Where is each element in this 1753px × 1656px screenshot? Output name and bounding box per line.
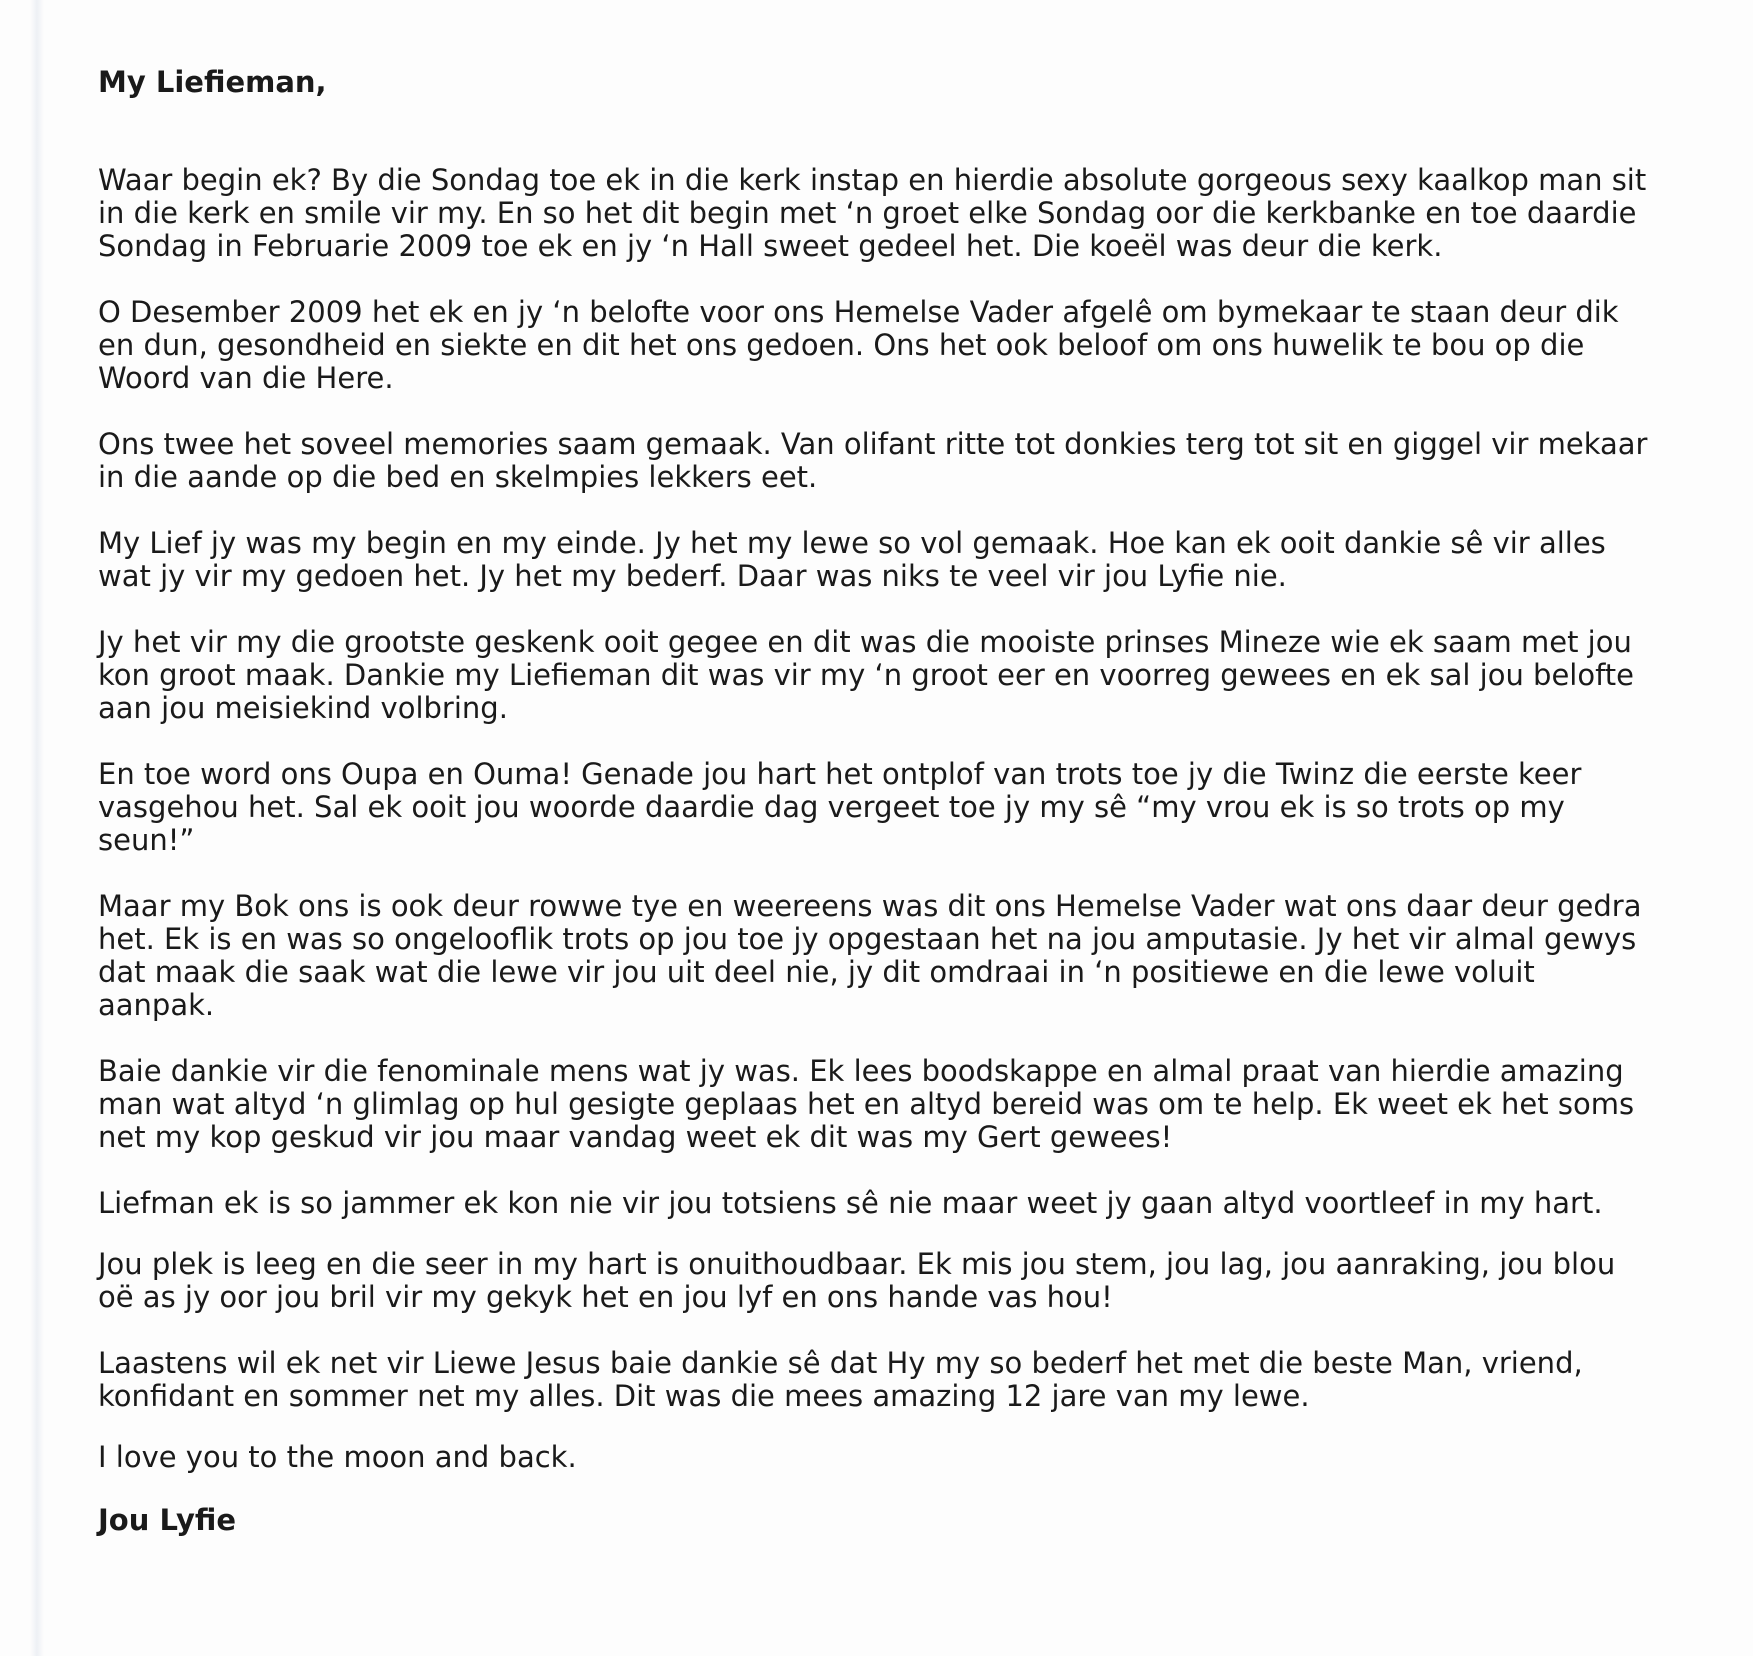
paragraph-wedding-vow: O Desember 2009 het ek en jy ‘n belofte voor ons Hemelse Vader afgelê om bymekaar te staan deur dik en dun, gesondheid en siekte en dit het ons gedoen. Ons het ook beloof om ons huwelik te bou op die Woord van die Here. <box>98 295 1619 395</box>
paragraph-thanks: Baie dankie vir die fenominale mens wat jy was. Ek lees boodskappe en almal praat van hierdie amazing man wat altyd ‘n glimlag op hul gesigte geplaas het en altyd bereid was om te help. Ek weet ek het soms net my kop geskud vir jou maar vandag weet ek dit was my Gert gewees! <box>98 1054 1635 1154</box>
paragraph-beginning-and-end: My Lief jy was my begin en my einde. Jy het my lewe so vol gemaak. Hoe kan ek ooit dankie sê vir alles wat jy vir my gedoen het. Jy het my bederf. Daar was niks te veel vir jou Lyfie nie. <box>98 526 1606 593</box>
paragraph-first-meeting: Waar begin ek? By die Sondag toe ek in die kerk instap en hierdie absolute gorgeous sexy kaalkop man sit in die kerk en smile vir my. En so het dit begin met ‘n groet elke Sondag oor die kerkbanke en toe daardie Sondag in Februarie 2009 toe ek en jy ‘n Hall sweet gedeel het. Die koeël was deur die kerk. <box>98 163 1647 263</box>
paragraph-daughter: Jy het vir my die grootste geskenk ooit gegee en dit was die mooiste prinses Mineze wie ek saam met jou kon groot maak. Dankie my Liefieman dit was vir my ‘n groot eer en voorreg gewees en ek sal jou belofte aan jou meisiekind volbring. <box>98 625 1635 725</box>
paragraph-grandparents: En toe word ons Oupa en Ouma! Genade jou hart het ontplof van trots toe jy die Twinz die eerste keer vasgehou het. Sal ek ooit jou woorde daardie dag vergeet toe jy my sê “my vrou ek is so trots op my seun!” <box>98 757 1582 857</box>
paragraph-hard-times: Maar my Bok ons is ook deur rowwe tye en weereens was dit ons Hemelse Vader wat ons daar deur gedra het. Ek is en was so ongelooflik trots op jou toe jy opgestaan het na jou amputasie. Jy het vir almal gewys dat maak die saak wat die lewe vir jou uit deel nie, jy dit omdraai in ‘n positiewe en die lewe voluit aanpak. <box>98 889 1642 1022</box>
letter-signature: Jou Lyfie <box>98 1503 237 1537</box>
letter-body <box>98 66 1658 1537</box>
letter-salutation: My Liefieman, <box>98 65 327 99</box>
paragraph-thanks-jesus: Laastens wil ek net vir Liewe Jesus baie dankie sê dat Hy my so bederf het met die beste Man, vriend, konfidant en sommer net my alles. Dit was die mees amazing 12 jare van my lewe. <box>98 1346 1583 1413</box>
paragraph-missing-you: Jou plek is leeg en die seer in my hart is onuithoudbaar. Ek mis jou stem, jou lag, jou aanraking, jou blou oë as jy oor jou bril vir my gekyk het en jou lyf en ons hande vas hou! <box>98 1247 1616 1314</box>
letter-closing: I love you to the moon and back. <box>98 1440 577 1474</box>
scan-edge-shadow <box>30 0 44 1656</box>
paragraph-memories: Ons twee het soveel memories saam gemaak. Van olifant ritte tot donkies terg tot sit en giggel vir mekaar in die aande op die bed en skelmpies lekkers eet. <box>98 427 1648 494</box>
paragraph-goodbye: Liefman ek is so jammer ek kon nie vir jou totsiens sê nie maar weet jy gaan altyd voortleef in my hart. <box>98 1186 1603 1220</box>
